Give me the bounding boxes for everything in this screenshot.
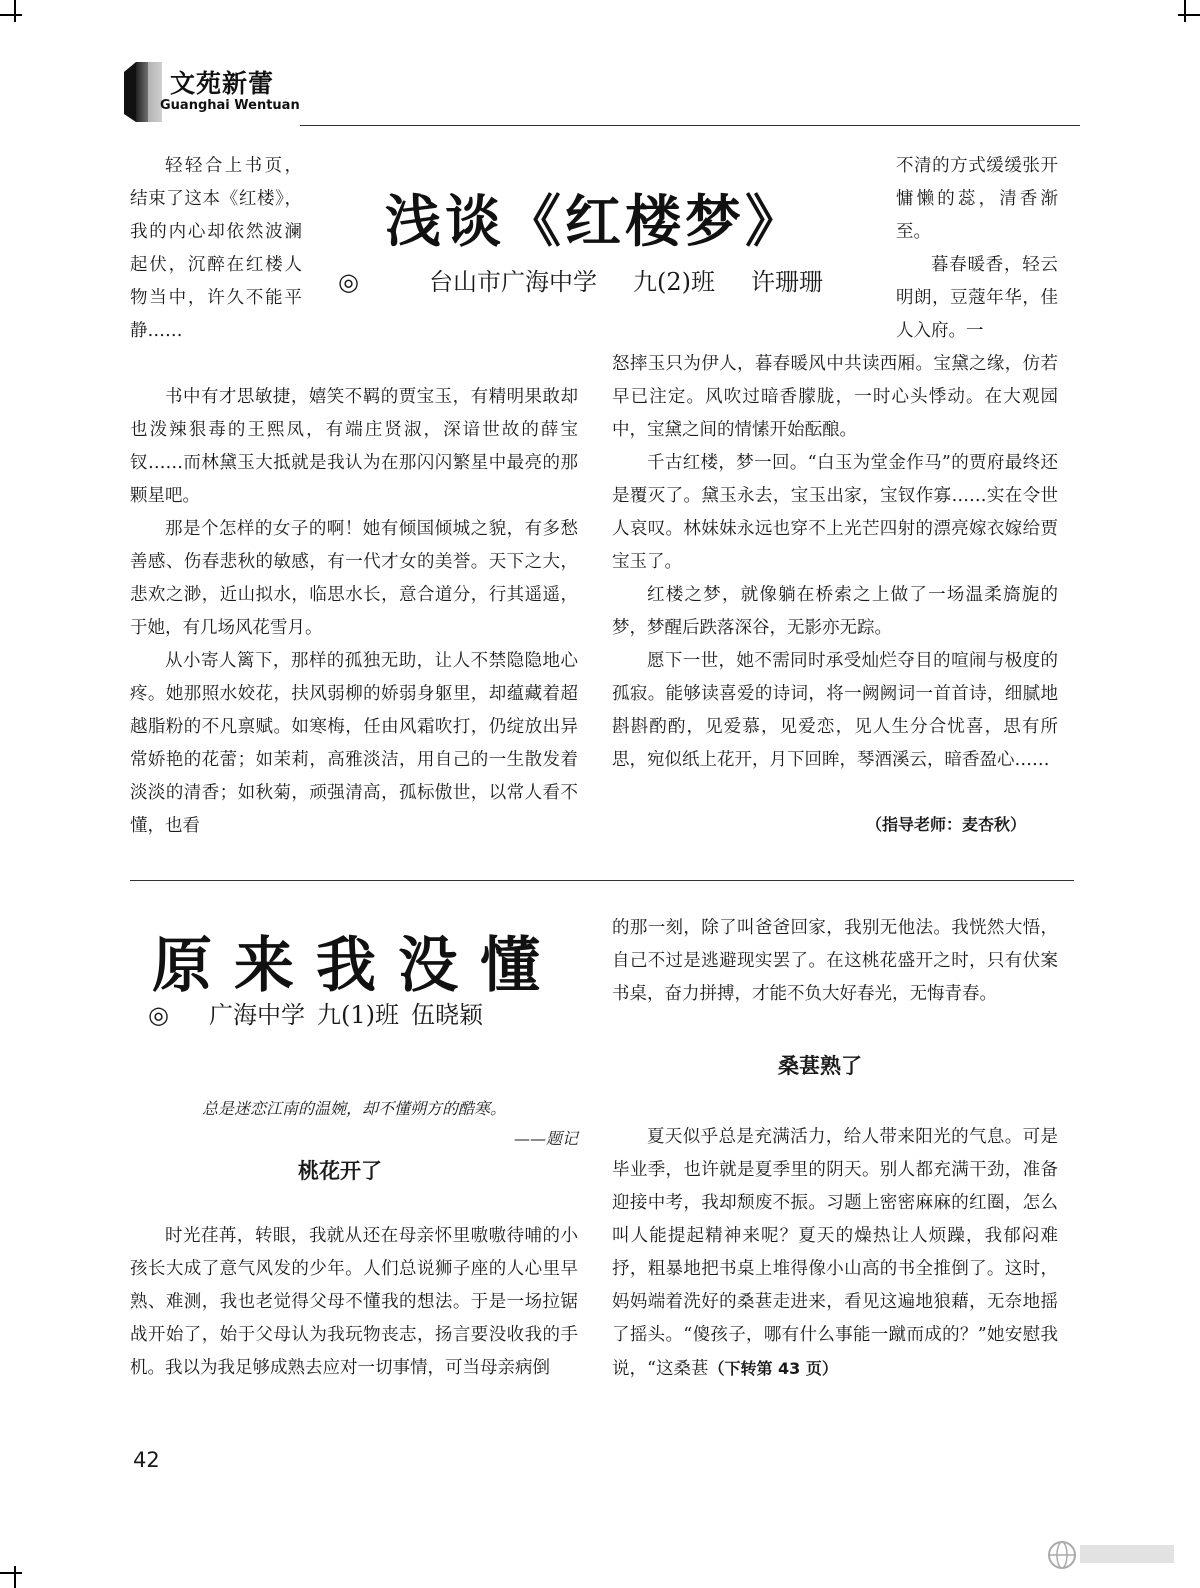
byline-circle-icon: ◎ bbox=[338, 268, 359, 296]
continued-note: （下转第 43 页） bbox=[708, 1359, 838, 1378]
paragraph: 时光荏苒，转眼，我就从还在母亲怀里嗷嗷待哺的小孩长大成了意气风发的少年。人们总说狮子座的人心里早熟、难测，我也老觉得父母不懂我的想法。于是一场拉锯战开始了，始于父母认为我玩物丧志，扬言要没收我的手机。我以为我足够成熟去应对一切事情，可当母亲病倒 bbox=[130, 1226, 578, 1378]
crop-mark bbox=[14, 1566, 16, 1588]
paragraph: 书中有才思敏捷，嬉笑不羁的贾宝玉，有精明果敢却也泼辣狠毒的王熙凤，有端庄贤淑，深谙世故的薛宝钗……而林黛玉大抵就是我认为在那闪闪繁星中最亮的那颗星吧。 bbox=[130, 387, 578, 506]
article2-right-top bbox=[612, 912, 1058, 1011]
epigraph-text: 总是迷恋江南的温婉，却不懂朔方的酷寒。 bbox=[201, 1099, 506, 1118]
author-class: 九(2)班 bbox=[632, 268, 715, 296]
epigraph bbox=[130, 1094, 578, 1154]
article2-title: 原来我没懂 bbox=[152, 931, 562, 1001]
paragraph-text: 夏天似乎总是充满活力，给人带来阳光的气息。可是毕业季，也许就是夏季里的阴天。别人都充满干劲，准备迎接中考，我却颓废不振。习题上密密麻麻的红圈，怎么叫人能提起精神来呢？夏天的燥热让人烦躁，我郁闷难抒，粗暴地把书桌上堆得像小山高的书全推倒了。这时，妈妈端着洗好的桑葚走进来，看见这遍地狼藉，无奈地摇了摇头。“傻孩子，哪有什么事能一蹴而成的？”她安慰我说，“这桑葚 bbox=[612, 1127, 1058, 1379]
crop-mark bbox=[1184, 0, 1186, 22]
paragraph: 轻轻合上书页，结束了这本《红楼》，我的内心却依然波澜起伏，沉醉在红楼人物当中，许久不能平静…… bbox=[130, 156, 302, 341]
watermark-logo-icon bbox=[1030, 1525, 1178, 1571]
article2-right-column bbox=[612, 1121, 1058, 1386]
article1-intro bbox=[130, 150, 302, 348]
crop-mark bbox=[0, 14, 22, 16]
article2-left-column bbox=[130, 1220, 578, 1385]
epigraph-source: ——题记 bbox=[513, 1129, 578, 1148]
article-divider bbox=[130, 880, 1074, 881]
paragraph: 那是个怎样的女子的啊！她有倾国倾城之貌，有多愁善感、伤春悲秋的敏感，有一代才女的美誉。天下之大，悲欢之渺，近山拟水，临思水长，意合道分，行其遥遥，于她，有几场风花雪月。 bbox=[130, 519, 578, 638]
paragraph: 怒摔玉只为伊人，暮春暖风中共读西厢。宝黛之缘，仿若早已注定。风吹过暗香朦胧，一时心头悸动。在大观园中，宝黛之间的情愫开始酝酿。 bbox=[612, 354, 1058, 440]
column-logo-icon bbox=[122, 58, 164, 124]
paragraph: 红楼之梦，就像躺在桥索之上做了一场温柔旖旎的梦，梦醒后跌落深谷，无影亦无踪。 bbox=[612, 585, 1058, 638]
author-school: 台山市广海中学 bbox=[428, 268, 597, 296]
article1-right-column bbox=[612, 348, 1058, 777]
section-title: 桃花开了 bbox=[298, 1159, 382, 1183]
crop-mark bbox=[0, 1572, 22, 1574]
column-title-en: Guanghai Wentuan bbox=[160, 98, 300, 113]
paragraph: 暮春暖香，轻云明朗，豆蔻年华，佳人入府。一 bbox=[896, 255, 1058, 341]
article2-byline bbox=[148, 995, 483, 1030]
page-number: 42 bbox=[133, 1448, 160, 1472]
article1-byline bbox=[338, 262, 823, 297]
paragraph bbox=[612, 1121, 1058, 1386]
header-rule bbox=[300, 125, 1080, 126]
author-school: 广海中学 bbox=[208, 1001, 305, 1029]
paragraph: 不清的方式缓缓张开慵懒的蕊，清香渐至。 bbox=[896, 156, 1058, 242]
paragraph: 从小寄人篱下，那样的孤独无助，让人不禁隐隐地心疼。她那照水姣花，扶风弱柳的娇弱身躯里，却蕴藏着超越脂粉的不凡禀赋。如寒梅，任由风霜吹打，仍绽放出异常娇艳的花蕾；如茉莉，高雅淡洁，用自己的一生散发着淡淡的清香；如秋菊，顽强清高，孤标傲世，以常人看不懂，也看 bbox=[130, 651, 578, 836]
author-name: 伍晓颖 bbox=[410, 1001, 483, 1029]
byline-circle-icon: ◎ bbox=[148, 1001, 169, 1029]
article1-left-column bbox=[130, 381, 578, 843]
paragraph: 的那一刻，除了叫爸爸回家，我别无他法。我恍然大悟，自己不过是逃避现实罢了。在这桃花盛开之时，只有伏案书桌，奋力拼搏，才能不负大好春光，无悔青春。 bbox=[612, 918, 1058, 1004]
section-title: 桑葚熟了 bbox=[778, 1054, 862, 1078]
article1-right-intro bbox=[896, 150, 1058, 348]
column-header bbox=[122, 58, 302, 126]
author-class: 九(1)班 bbox=[316, 1001, 399, 1029]
column-title: 文苑新蕾 bbox=[170, 69, 275, 98]
crop-mark bbox=[1178, 14, 1200, 16]
paragraph: 愿下一世，她不需同时承受灿烂夺目的喧闹与极度的孤寂。能够读喜爱的诗词，将一阙阙词一首首诗，细腻地斟斟酌酌，见爱慕，见爱恋，见人生分合忧喜，思有所思，宛似纸上花开，月下回眸，琴酒溪云，暗香盈心…… bbox=[612, 651, 1058, 770]
paragraph: 千古红楼，梦一回。“白玉为堂金作马”的贾府最终还是覆灭了。黛玉永去，宝玉出家，宝钗作寡……实在令世人哀叹。林妹妹永远也穿不上光芒四射的漂亮嫁衣嫁给贾宝玉了。 bbox=[612, 453, 1058, 572]
crop-mark bbox=[14, 0, 16, 22]
article1-teacher: （指导老师：麦杏秋） bbox=[866, 815, 1027, 834]
author-name: 许珊珊 bbox=[750, 268, 823, 296]
article1-title: 浅谈《红楼梦》 bbox=[385, 190, 805, 255]
